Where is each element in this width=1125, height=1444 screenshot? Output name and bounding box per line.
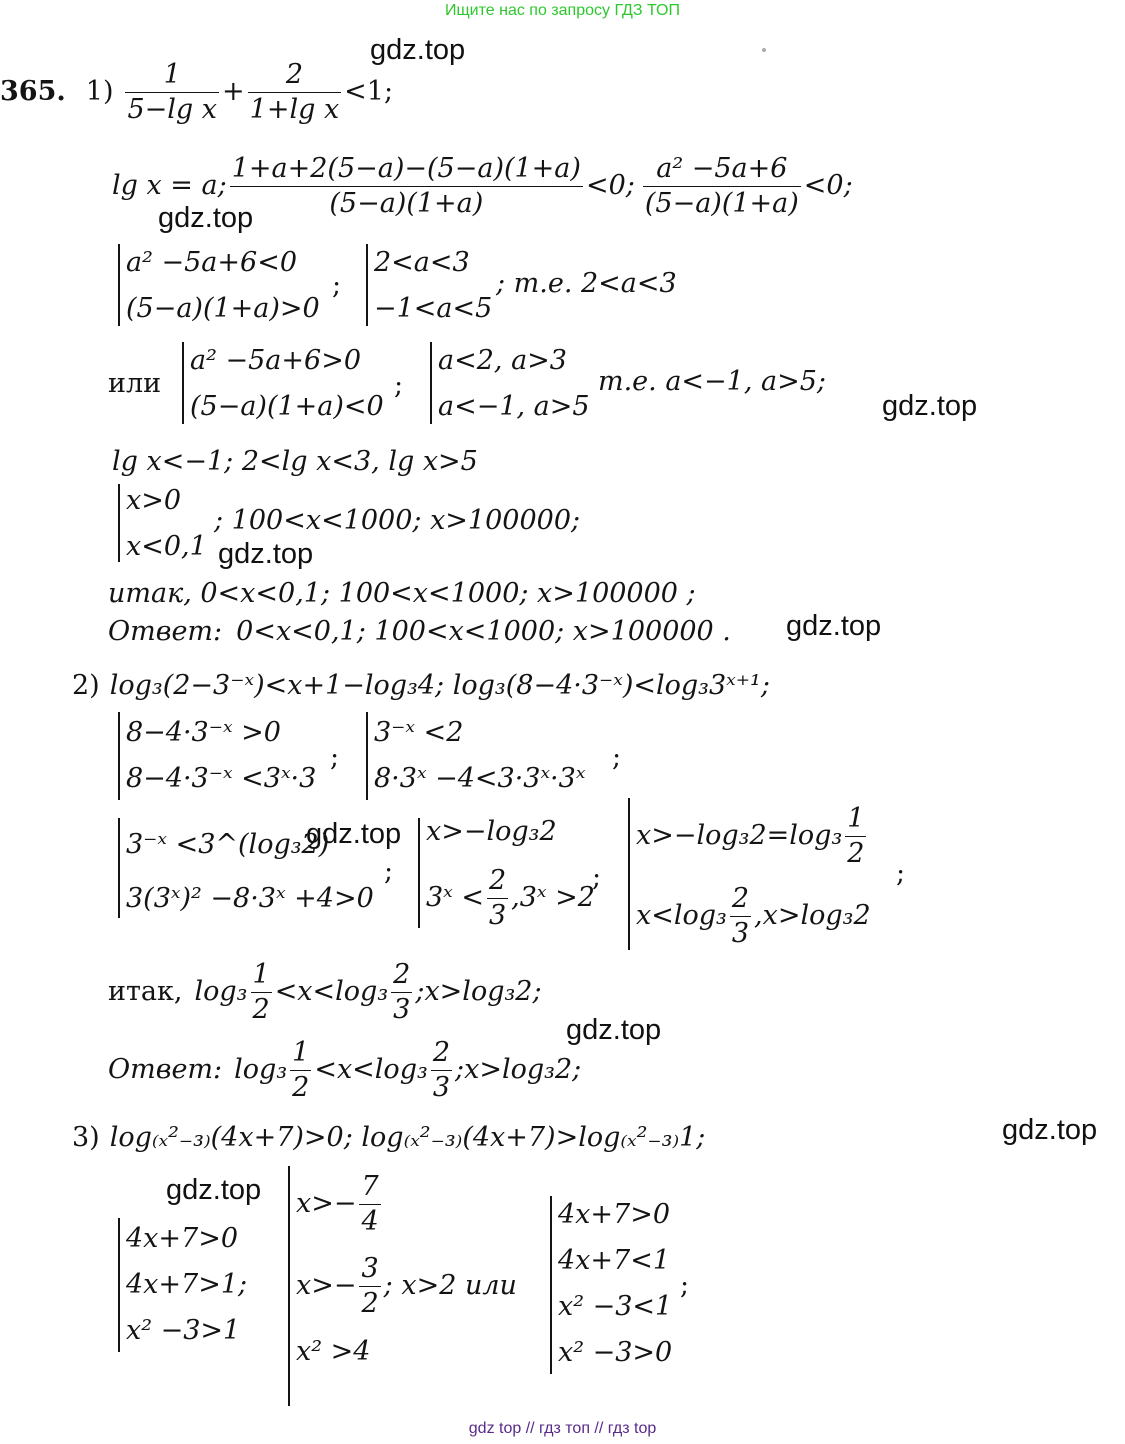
separator: ; bbox=[896, 858, 906, 889]
problem-number: 365. bbox=[0, 76, 66, 107]
sys-row: (5−a)(1+a)>0 bbox=[126, 293, 320, 324]
separator: ; bbox=[680, 1270, 690, 1301]
p1-sysC bbox=[190, 338, 384, 430]
p1-given-frac2 bbox=[248, 60, 342, 125]
watermark: gdz.top bbox=[306, 818, 402, 850]
brace bbox=[118, 712, 120, 800]
p2-label: 2) bbox=[72, 670, 100, 701]
or-word: или bbox=[108, 368, 162, 399]
p1-answer-line bbox=[108, 616, 731, 648]
fraction bbox=[251, 960, 272, 1025]
p1-given: 365. 1) $\frac{1}{\text{5−lg x}}$ + $\frac{2}{\text{1+lg x}}$ <1; bbox=[0, 58, 394, 125]
brace bbox=[288, 1166, 290, 1406]
p2-sysE-row1 bbox=[636, 800, 869, 872]
p2-answer bbox=[108, 1034, 581, 1106]
term: <x<log₃ bbox=[314, 1054, 428, 1085]
stray-dot bbox=[762, 48, 766, 52]
denominator: 2 bbox=[252, 993, 270, 1025]
fraction bbox=[359, 1172, 380, 1237]
sys-row: 2<a<3 bbox=[374, 247, 470, 278]
sys-row: a² −5a+6<0 bbox=[126, 247, 298, 278]
p1-frac1 bbox=[230, 154, 583, 219]
p3-sysA bbox=[126, 1216, 247, 1354]
denominator: 3 bbox=[393, 993, 411, 1025]
numerator: 2 bbox=[391, 960, 412, 993]
denominator: 3 bbox=[488, 899, 507, 931]
watermark: gdz.top bbox=[786, 610, 882, 642]
p1-frac2-tail: <0; bbox=[803, 170, 853, 201]
sys-row: x>0 bbox=[126, 485, 182, 516]
denominator: (5−a)(1+a) bbox=[644, 187, 799, 219]
p1-given-tail: <1; bbox=[344, 76, 394, 107]
brace bbox=[628, 798, 630, 950]
p1-answer: 0<x<0,1; 100<x<1000; x>100000 . bbox=[236, 616, 731, 647]
answer-label: Ответ: bbox=[108, 1054, 223, 1085]
sys-row: 8−4·3⁻ˣ <3ˣ·3 bbox=[126, 763, 317, 794]
p1-sysB bbox=[374, 240, 492, 332]
term: ,3ˣ >2 bbox=[511, 882, 595, 913]
fraction bbox=[290, 1038, 311, 1103]
p3-sysC bbox=[558, 1192, 672, 1376]
sys-row: 3⁻ˣ <3^(log₃2) bbox=[126, 829, 330, 860]
sys-row: x² −3>1 bbox=[126, 1315, 241, 1346]
fraction bbox=[359, 1254, 380, 1319]
p1-sysE bbox=[126, 478, 207, 570]
fraction bbox=[845, 804, 866, 869]
term: log₃ bbox=[194, 976, 248, 1007]
numerator: 1 bbox=[845, 804, 866, 837]
sys-row: x<0,1 bbox=[126, 531, 207, 562]
p1-lg-line: lg x<−1; 2<lg x<3, lg x>5 bbox=[112, 446, 478, 477]
denominator: (5−a)(1+a) bbox=[329, 187, 484, 219]
sys-row: x² −3>0 bbox=[558, 1337, 673, 1368]
term: ;x>log₃2; bbox=[415, 976, 542, 1007]
separator: ; bbox=[592, 862, 602, 893]
denominator: 5−lg x bbox=[127, 93, 218, 125]
watermark: gdz.top bbox=[218, 538, 314, 570]
sys-row: 3⁻ˣ <2 bbox=[374, 717, 464, 748]
denominator: 1+lg x bbox=[249, 93, 340, 125]
p1-sysE-tail: ; 100<x<1000; x>100000; bbox=[214, 505, 581, 536]
fraction bbox=[391, 960, 412, 1025]
p1-itak: итак, 0<x<0,1; 100<x<1000; x>100000 ; bbox=[108, 578, 696, 609]
p2-sysC bbox=[126, 818, 374, 926]
p1-sysA bbox=[126, 240, 320, 332]
term: <x<log₃ bbox=[274, 976, 389, 1007]
sys-row: a<−1, a>5 bbox=[438, 391, 590, 422]
p1-given-frac1 bbox=[125, 60, 219, 125]
answer-label: Ответ: bbox=[108, 616, 223, 647]
sys-row: −1<a<5 bbox=[374, 293, 493, 324]
separator: ; bbox=[330, 742, 340, 773]
top-banner[interactable]: Ищите нас по запросу ГДЗ ТОП bbox=[445, 2, 680, 19]
separator: ; bbox=[612, 742, 622, 773]
term: ;x>log₃2; bbox=[455, 1054, 582, 1085]
numerator: 2 bbox=[730, 884, 751, 917]
brace bbox=[418, 818, 420, 928]
fraction bbox=[730, 884, 751, 949]
watermark: gdz.top bbox=[882, 390, 978, 422]
p1-subst-line bbox=[112, 148, 853, 224]
sys-row: x² −3<1 bbox=[558, 1291, 673, 1322]
denominator: 3 bbox=[432, 1071, 450, 1103]
p2-sysB bbox=[374, 710, 585, 802]
numerator: 2 bbox=[431, 1038, 452, 1071]
denominator: 2 bbox=[361, 1287, 379, 1319]
term: 3ˣ < bbox=[426, 882, 484, 913]
p2-sysD-row2 bbox=[426, 862, 595, 934]
sys-row: 4x+7>0 bbox=[558, 1199, 671, 1230]
sys-row: 4x+7>0 bbox=[126, 1223, 239, 1254]
p1-subst: lg x = a; bbox=[112, 170, 227, 201]
sys-row: a<2, a>3 bbox=[438, 345, 567, 376]
sys-row: 8−4·3⁻ˣ >0 bbox=[126, 717, 281, 748]
denominator: 2 bbox=[292, 1071, 310, 1103]
fraction bbox=[487, 866, 508, 931]
p1-frac1-tail: <0; bbox=[585, 170, 635, 201]
p2-sysD-row1: x>−log₃2 bbox=[426, 816, 557, 847]
numerator: 1 bbox=[290, 1038, 311, 1071]
term: x>− bbox=[296, 1270, 357, 1301]
sys-row: 3(3ˣ)² −8·3ˣ +4>0 bbox=[126, 883, 374, 914]
p3-line1 bbox=[72, 1122, 705, 1154]
denominator: 3 bbox=[731, 917, 750, 949]
numerator: 1+a+2(5−a)−(5−a)(1+a) bbox=[230, 154, 583, 187]
p2-sysE-row2 bbox=[636, 880, 871, 952]
numerator: 1 bbox=[125, 60, 219, 93]
term: ; x>2 или bbox=[383, 1270, 517, 1301]
p3-sysB-row2 bbox=[296, 1250, 517, 1322]
separator: ; bbox=[394, 370, 404, 401]
brace bbox=[118, 818, 120, 918]
p1-sysD bbox=[438, 338, 590, 430]
numerator: 2 bbox=[487, 866, 508, 899]
watermark: gdz.top bbox=[566, 1014, 662, 1046]
numerator: a² −5a+6 bbox=[643, 154, 801, 187]
sys-row: 4x+7<1 bbox=[558, 1245, 671, 1276]
bottom-banner[interactable]: gdz top // гдз топ // гдз top bbox=[468, 1420, 657, 1437]
p3-label: 3) bbox=[72, 1122, 100, 1153]
p3-sysB-row3: x² >4 bbox=[296, 1336, 371, 1367]
numerator: 1 bbox=[251, 960, 272, 993]
brace bbox=[118, 244, 120, 326]
brace bbox=[366, 244, 368, 326]
denominator: 4 bbox=[361, 1205, 379, 1237]
p2-line1 bbox=[72, 670, 770, 702]
numerator: 2 bbox=[248, 60, 342, 93]
term: x>− bbox=[296, 1188, 357, 1219]
watermark: gdz.top bbox=[370, 34, 466, 66]
separator: ; bbox=[332, 270, 342, 301]
itak-word: итак, bbox=[108, 976, 183, 1007]
p3-sysB-row1 bbox=[296, 1168, 384, 1240]
sys-row: 4x+7>1; bbox=[126, 1269, 248, 1300]
denominator: 2 bbox=[847, 837, 865, 869]
p1-sysD-tail: т.е. a<−1, a>5; bbox=[598, 366, 827, 397]
brace bbox=[118, 1218, 120, 1352]
fraction bbox=[431, 1038, 452, 1103]
term: x>−log₃2=log₃ bbox=[636, 820, 843, 851]
brace bbox=[182, 342, 184, 424]
numerator: 7 bbox=[359, 1172, 380, 1205]
p2-itak bbox=[108, 956, 542, 1028]
p1-sysB-tail: ; т.е. 2<a<3 bbox=[496, 268, 677, 299]
numerator: 3 bbox=[359, 1254, 380, 1287]
term: ,x>log₃2 bbox=[754, 900, 871, 931]
p2-sysA bbox=[126, 710, 316, 802]
brace bbox=[430, 342, 432, 424]
separator: ; bbox=[384, 856, 394, 887]
sys-row: (5−a)(1+a)<0 bbox=[190, 391, 384, 422]
watermark: gdz.top bbox=[166, 1174, 262, 1206]
sys-row: a² −5a+6>0 bbox=[190, 345, 362, 376]
p1-label: 1) bbox=[85, 76, 114, 107]
watermark: gdz.top bbox=[1002, 1114, 1098, 1146]
p2-equation: log₃(2−3⁻ˣ)<x+1−log₃4; log₃(8−4·3⁻ˣ)<log₃3ˣ⁺¹; bbox=[109, 670, 770, 701]
p3-equation: log₍ₓ²₋₃₎(4x+7)>0; log₍ₓ²₋₃₎(4x+7)>log₍ₓ²₋₃₎1; bbox=[109, 1122, 706, 1153]
brace bbox=[366, 712, 368, 800]
brace bbox=[550, 1196, 552, 1374]
p1-frac2 bbox=[643, 154, 801, 219]
term: log₃ bbox=[234, 1054, 288, 1085]
term: x<log₃ bbox=[636, 900, 727, 931]
brace bbox=[118, 484, 120, 562]
watermark: gdz.top bbox=[158, 202, 254, 234]
sys-row: 8·3ˣ −4<3·3ˣ·3ˣ bbox=[374, 763, 586, 794]
